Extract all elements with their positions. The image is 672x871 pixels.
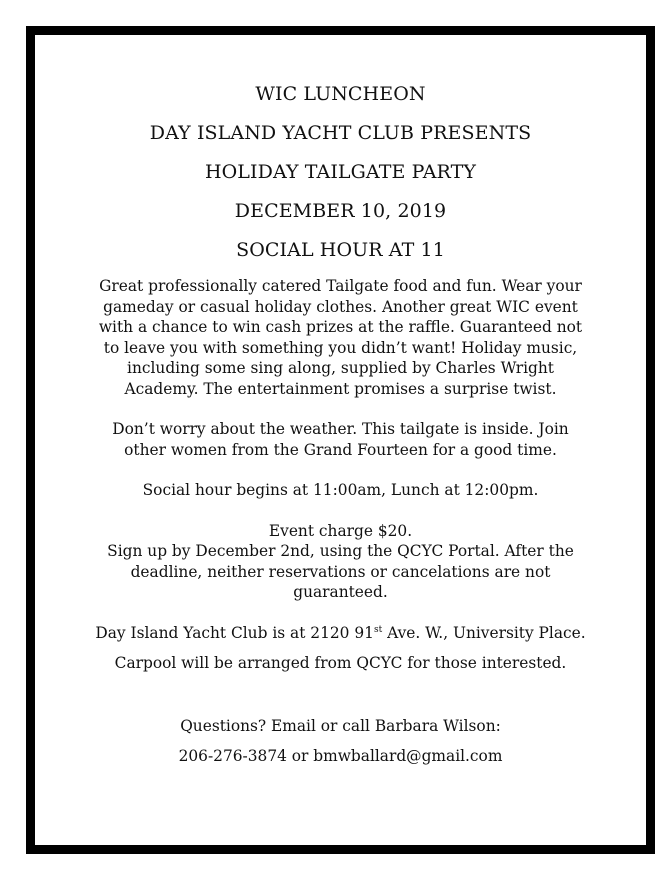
schedule-paragraph: Social hour begins at 11:00am, Lunch at 12:00pm. <box>142 481 539 499</box>
address-ordinal-suffix: st <box>373 624 383 635</box>
signup-info: Sign up by December 2nd, using the QCYC Portal. After the deadline, neither reservations or cancelations are not guaranteed. <box>107 542 574 601</box>
charge-signup-paragraph <box>35 521 646 603</box>
page-border <box>26 26 655 854</box>
address-paragraph <box>35 623 646 644</box>
heading-event-date: DECEMBER 10, 2019 <box>234 200 447 222</box>
heading-event-title: HOLIDAY TAILGATE PARTY <box>204 161 477 183</box>
event-charge: Event charge $20. <box>268 521 413 540</box>
address-text-start: Day Island Yacht Club is at 2120 91 <box>95 623 374 642</box>
intro-paragraph: Great professionally catered Tailgate food and fun. Wear your gameday or casual holiday clothes. Another great WIC event with a chance to win cash prizes at the raffle. Guaranteed not to leave you with something you didn’t want! Holiday music, including some sing along, supplied by Charles Wright Academy. The entertainment promises a surprise twist. <box>98 277 583 398</box>
weather-paragraph: Don’t worry about the weather. This tailgate is inside. Join other women from the Grand Fourteen for a good time. <box>112 420 569 459</box>
contact-details: 206-276-3874 or bmwballard@gmail.com <box>178 747 503 765</box>
flyer-content <box>35 84 646 767</box>
heading-event-type: WIC LUNCHEON <box>255 83 426 105</box>
heading-social-hour: SOCIAL HOUR AT 11 <box>236 239 445 261</box>
carpool-paragraph: Carpool will be arranged from QCYC for those interested. <box>114 654 567 672</box>
heading-presenter: DAY ISLAND YACHT CLUB PRESENTS <box>149 122 532 144</box>
address-text-end: Ave. W., University Place. <box>382 623 586 642</box>
contact-question: Questions? Email or call Barbara Wilson: <box>180 716 501 735</box>
